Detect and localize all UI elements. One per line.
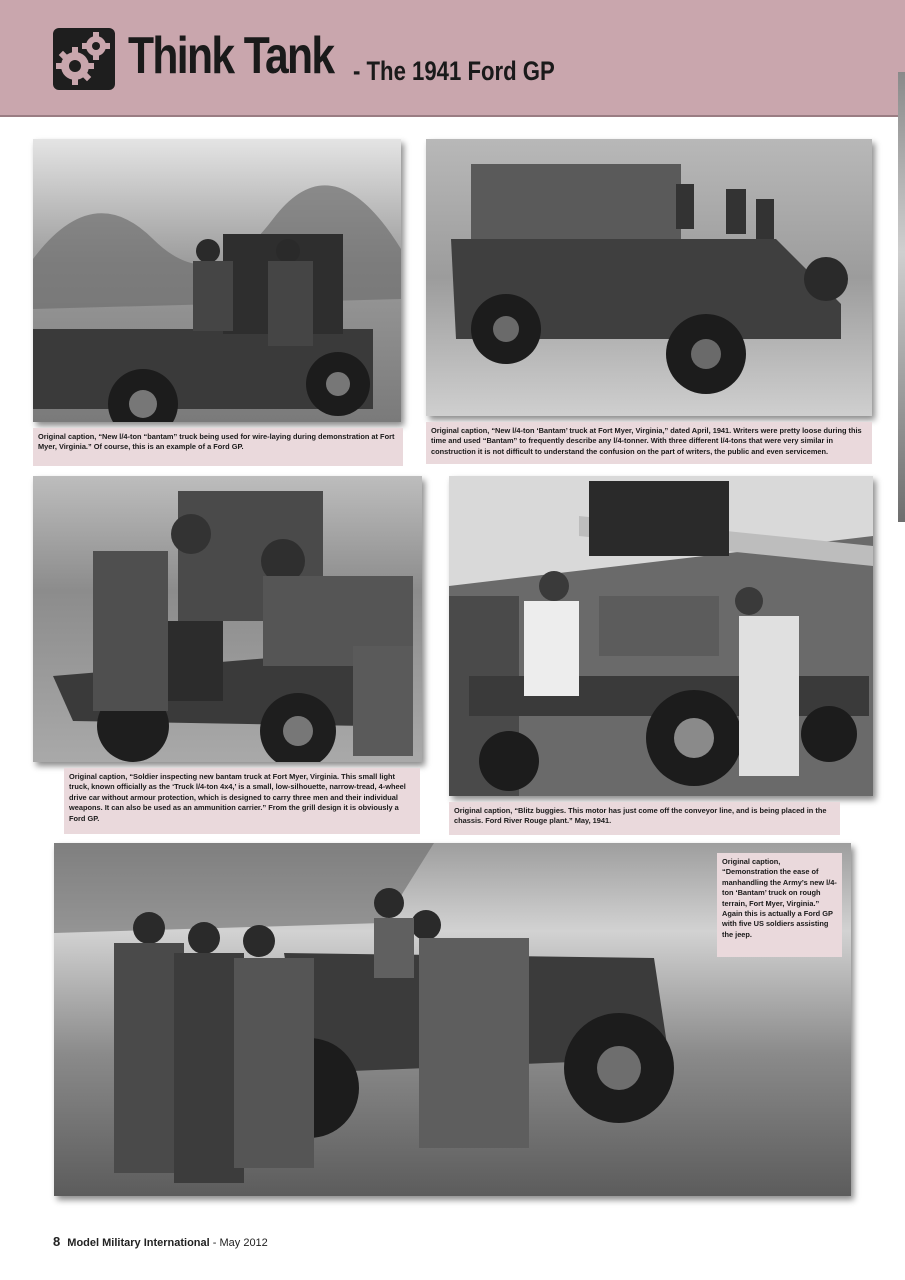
caption-5: Original caption, “Demonstration the ease of manhandling the Army’s new l/4-ton ‘Bantam’ truck on rough terrain, Fort Myer, Virginia.” Again this is actually a Ford GP with five US soldiers assisting the jeep. <box>717 853 842 957</box>
page-subtitle: - The 1941 Ford GP <box>353 56 555 86</box>
caption-4: Original caption, “Blitz buggies. This motor has just come off the conveyor line, and is being placed in the chassis. Ford River Rouge plant.” May, 1941. <box>449 802 840 835</box>
magazine-name: Model Military International <box>67 1237 210 1249</box>
issue-date: - May 2012 <box>212 1237 268 1249</box>
photo-soldiers-inspecting <box>33 476 422 762</box>
adjacent-page-edge <box>898 72 905 522</box>
jeep-photo-icon <box>449 476 873 796</box>
page-footer <box>53 1234 268 1249</box>
page-number: 8 <box>53 1234 61 1249</box>
page-title: Think Tank <box>128 27 334 85</box>
gears-logo-icon <box>53 28 115 90</box>
jeep-photo-icon <box>33 476 422 762</box>
caption-3: Original caption, “Soldier inspecting new bantam truck at Fort Myer, Virginia. This small light truck, known officially as the ‘Truck l/4-ton 4x4,’ is a small, low-silhouette, narrow-tread, 4-wheel drive car without armour protection, which is designed to carry three men and their individual weapons. It can also be used as an ammunition carrier.” From the grill design it is obviously a Ford GP. <box>64 768 420 834</box>
photo-bantam-fort-myer <box>426 139 872 416</box>
caption-2: Original caption, “New l/4-ton ‘Bantam’ truck at Fort Myer, Virginia,” dated April, 1941. Writers were pretty loose during this time and used “Bantam” to frequently describe any l/4-tonner. With three different l/4-tons that were very similar in construction it is not difficult to understand the confusion on the part of writers, the public and even servicemen. <box>426 422 872 464</box>
photo-ford-gp-wire-laying <box>33 139 401 422</box>
header-band <box>0 0 905 117</box>
jeep-photo-icon <box>33 139 401 422</box>
jeep-photo-icon <box>426 139 872 416</box>
photo-conveyor-line <box>449 476 873 796</box>
caption-1: Original caption, “New l/4-ton “bantam” truck being used for wire-laying during demonstration at Fort Myer, Virginia.” Of course, this is an example of a Ford GP. <box>33 428 403 466</box>
